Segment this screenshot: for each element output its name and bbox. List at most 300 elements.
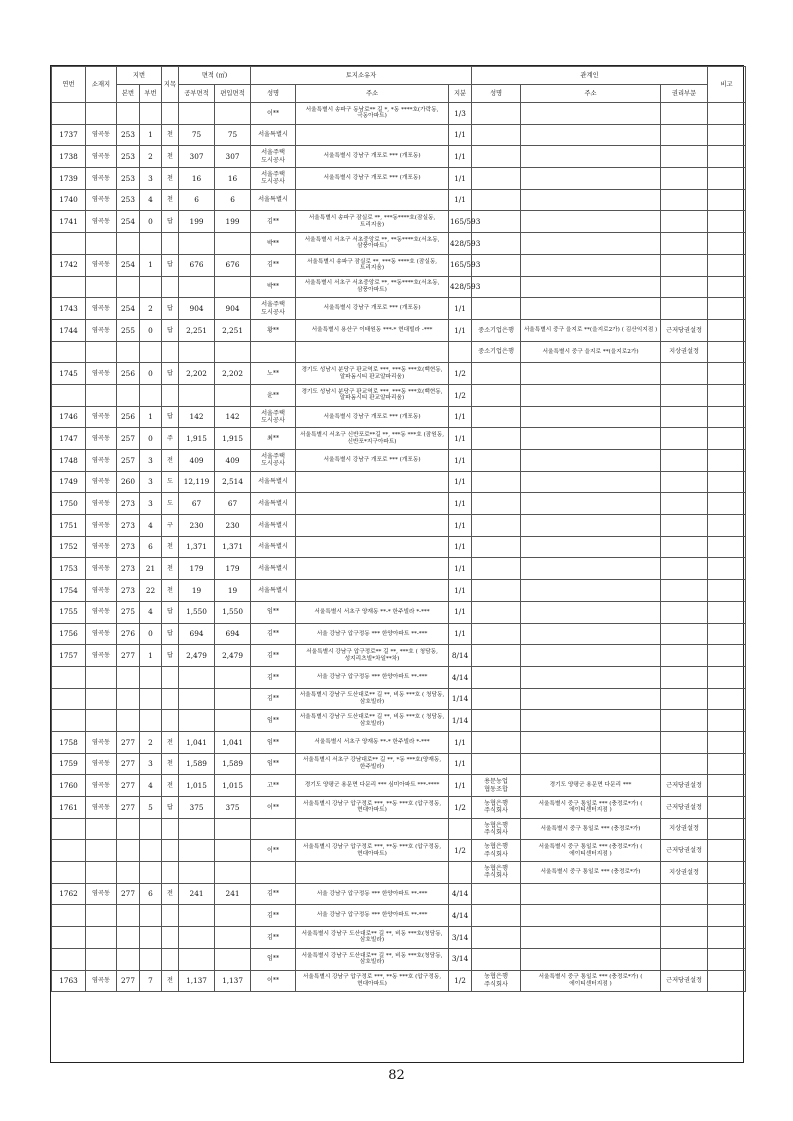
- cell-jimok: 천: [162, 124, 179, 146]
- cell-jimok: 답: [162, 298, 179, 320]
- cell-incorporated-area: [215, 341, 251, 363]
- cell-incorporated-area: 1,550: [215, 601, 251, 623]
- table-row: [52, 970, 746, 992]
- cell-jimok: 답: [162, 211, 179, 233]
- cell-share: 1/1: [449, 319, 472, 341]
- cell-incorporated-area: 409: [215, 450, 251, 472]
- cell-owner-name: 임**: [251, 948, 296, 970]
- cell-rights-name: [472, 927, 521, 949]
- cell-note: [708, 666, 746, 688]
- cell-location: [86, 276, 117, 298]
- cell-rights-type: [661, 710, 708, 732]
- table-row: [52, 363, 746, 385]
- cell-rights-type: 근저당권설정: [661, 797, 708, 819]
- cell-jimok: [162, 905, 179, 927]
- cell-jimok: 천: [162, 580, 179, 602]
- cell-rights-address: [521, 450, 661, 472]
- cell-rights-address: [521, 471, 661, 493]
- cell-rights-name: 농협은행 주식회사: [472, 818, 521, 840]
- cell-jimok: 답: [162, 645, 179, 667]
- cell-owner-address: [296, 536, 449, 558]
- cell-sub-no: [140, 840, 162, 862]
- header-share: 지분: [449, 85, 472, 103]
- cell-owner-name: 김**: [251, 211, 296, 233]
- cell-main-no: 277: [117, 883, 140, 905]
- cell-jimok: 도: [162, 471, 179, 493]
- cell-owner-address: 서울 강남구 압구정동 *** 한양아파트 **-***: [296, 905, 449, 927]
- cell-rights-type: [661, 883, 708, 905]
- cell-sub-no: 3: [140, 471, 162, 493]
- cell-seq: 1748: [52, 450, 86, 472]
- cell-share: 1/1: [449, 623, 472, 645]
- table-row: [52, 428, 746, 450]
- cell-seq: [52, 840, 86, 862]
- cell-location: 염곡동: [86, 189, 117, 211]
- cell-location: 염곡동: [86, 450, 117, 472]
- cell-public-area: 230: [179, 515, 215, 537]
- cell-share: 1/1: [449, 168, 472, 190]
- cell-rights-name: [472, 428, 521, 450]
- cell-main-no: 254: [117, 298, 140, 320]
- cell-sub-no: 4: [140, 515, 162, 537]
- cell-main-no: [117, 233, 140, 255]
- cell-rights-address: [521, 515, 661, 537]
- table-row: [52, 493, 746, 515]
- cell-seq: 1755: [52, 601, 86, 623]
- header-incorporated-area: 편입면적: [215, 85, 251, 103]
- cell-note: [708, 471, 746, 493]
- cell-share: 1/2: [449, 384, 472, 406]
- cell-jimok: 답: [162, 319, 179, 341]
- cell-sub-no: 22: [140, 580, 162, 602]
- cell-rights-name: [472, 146, 521, 168]
- cell-rights-name: [472, 558, 521, 580]
- cell-sub-no: 5: [140, 797, 162, 819]
- cell-incorporated-area: 2,251: [215, 319, 251, 341]
- cell-sub-no: [140, 862, 162, 884]
- table-body: [52, 103, 746, 992]
- cell-location: 염곡동: [86, 883, 117, 905]
- cell-rights-type: [661, 168, 708, 190]
- cell-sub-no: [140, 818, 162, 840]
- header-rights-type: 권리부문: [661, 85, 708, 103]
- cell-owner-name: 이**: [251, 970, 296, 992]
- cell-seq: 1760: [52, 775, 86, 797]
- cell-owner-address: 서울특별시 강남구 도산대로** 길 **, 비동 ***호 ( 청담동,삼호빌라): [296, 710, 449, 732]
- cell-note: [708, 883, 746, 905]
- cell-incorporated-area: 904: [215, 298, 251, 320]
- cell-location: 염곡동: [86, 406, 117, 428]
- cell-rights-name: [472, 731, 521, 753]
- cell-sub-no: 6: [140, 883, 162, 905]
- cell-owner-name: 서울특별시: [251, 189, 296, 211]
- cell-sub-no: 4: [140, 601, 162, 623]
- cell-sub-no: [140, 233, 162, 255]
- cell-jimok: [162, 710, 179, 732]
- cell-incorporated-area: [215, 948, 251, 970]
- cell-share: 1/1: [449, 558, 472, 580]
- cell-rights-address: [521, 927, 661, 949]
- cell-sub-no: 1: [140, 124, 162, 146]
- cell-incorporated-area: [215, 840, 251, 862]
- cell-note: [708, 536, 746, 558]
- cell-note: [708, 580, 746, 602]
- cell-rights-type: [661, 731, 708, 753]
- cell-rights-address: [521, 493, 661, 515]
- cell-rights-type: [661, 666, 708, 688]
- cell-main-no: [117, 905, 140, 927]
- table-row: [52, 168, 746, 190]
- cell-incorporated-area: [215, 103, 251, 125]
- cell-public-area: 307: [179, 146, 215, 168]
- cell-jimok: 전: [162, 775, 179, 797]
- cell-public-area: [179, 818, 215, 840]
- cell-seq: 1757: [52, 645, 86, 667]
- cell-incorporated-area: 6: [215, 189, 251, 211]
- cell-owner-name: [251, 341, 296, 363]
- cell-share: 1/1: [449, 406, 472, 428]
- cell-incorporated-area: 1,137: [215, 970, 251, 992]
- cell-owner-address: [296, 471, 449, 493]
- cell-share: 1/1: [449, 428, 472, 450]
- cell-sub-no: [140, 927, 162, 949]
- cell-location: 염곡동: [86, 753, 117, 775]
- cell-seq: [52, 927, 86, 949]
- cell-rights-address: [521, 731, 661, 753]
- cell-rights-address: [521, 298, 661, 320]
- cell-note: [708, 406, 746, 428]
- cell-seq: 1738: [52, 146, 86, 168]
- cell-public-area: 12,119: [179, 471, 215, 493]
- cell-owner-name: 김**: [251, 623, 296, 645]
- cell-owner-address: 서울특별시 서초구 서초중앙로 **, **동****호(서초동,삼풍아파트): [296, 233, 449, 255]
- cell-public-area: [179, 233, 215, 255]
- cell-seq: [52, 818, 86, 840]
- cell-note: [708, 450, 746, 472]
- cell-seq: 1759: [52, 753, 86, 775]
- cell-rights-address: [521, 948, 661, 970]
- cell-main-no: [117, 948, 140, 970]
- table-row: [52, 840, 746, 862]
- cell-rights-address: [521, 666, 661, 688]
- cell-incorporated-area: 1,915: [215, 428, 251, 450]
- cell-incorporated-area: [215, 276, 251, 298]
- cell-rights-address: [521, 623, 661, 645]
- cell-location: [86, 710, 117, 732]
- cell-share: 3/14: [449, 948, 472, 970]
- table-row: [52, 753, 746, 775]
- cell-rights-name: 중소기업은행: [472, 341, 521, 363]
- table-row: [52, 818, 746, 840]
- cell-main-no: 260: [117, 471, 140, 493]
- cell-incorporated-area: [215, 233, 251, 255]
- header-area: 면적 (㎡): [179, 67, 251, 85]
- cell-rights-address: 서울특별시 중구 을지로 **(을지로2가) ( 김산익지점 ): [521, 319, 661, 341]
- cell-public-area: [179, 905, 215, 927]
- cell-rights-type: 근저당권설정: [661, 319, 708, 341]
- table-row: [52, 645, 746, 667]
- cell-public-area: 1,550: [179, 601, 215, 623]
- table-row: [52, 189, 746, 211]
- cell-jimok: [162, 666, 179, 688]
- cell-share: 1/1: [449, 731, 472, 753]
- cell-public-area: [179, 710, 215, 732]
- cell-seq: 1739: [52, 168, 86, 190]
- cell-jimok: 답: [162, 406, 179, 428]
- cell-seq: [52, 384, 86, 406]
- cell-owner-address: 서울특별시 강남구 개포로 *** (개포동): [296, 406, 449, 428]
- cell-main-no: [117, 666, 140, 688]
- cell-incorporated-area: 199: [215, 211, 251, 233]
- cell-public-area: 67: [179, 493, 215, 515]
- cell-location: 염곡동: [86, 363, 117, 385]
- cell-owner-name: 서울특별시: [251, 558, 296, 580]
- cell-owner-name: 이**: [251, 797, 296, 819]
- cell-incorporated-area: 75: [215, 124, 251, 146]
- cell-owner-name: 서울특별시: [251, 493, 296, 515]
- cell-share: 4/14: [449, 883, 472, 905]
- cell-incorporated-area: [215, 384, 251, 406]
- cell-rights-name: [472, 666, 521, 688]
- cell-public-area: 6: [179, 189, 215, 211]
- cell-jimok: 답: [162, 623, 179, 645]
- cell-owner-address: 서울특별시 강남구 개포로 *** (개포동): [296, 298, 449, 320]
- cell-rights-address: [521, 189, 661, 211]
- cell-share: 1/1: [449, 450, 472, 472]
- cell-rights-address: [521, 753, 661, 775]
- cell-public-area: [179, 688, 215, 710]
- cell-location: [86, 840, 117, 862]
- cell-incorporated-area: 1,015: [215, 775, 251, 797]
- cell-sub-no: [140, 688, 162, 710]
- cell-jimok: 천: [162, 536, 179, 558]
- cell-main-no: [117, 103, 140, 125]
- cell-note: [708, 905, 746, 927]
- table-row: [52, 580, 746, 602]
- table-row: [52, 623, 746, 645]
- cell-location: 염곡동: [86, 298, 117, 320]
- table-row: [52, 775, 746, 797]
- cell-seq: [52, 233, 86, 255]
- cell-public-area: [179, 384, 215, 406]
- cell-incorporated-area: [215, 818, 251, 840]
- cell-location: 염곡동: [86, 623, 117, 645]
- cell-incorporated-area: 142: [215, 406, 251, 428]
- cell-public-area: [179, 666, 215, 688]
- table-row: [52, 471, 746, 493]
- cell-sub-no: 2: [140, 731, 162, 753]
- cell-share: 1/1: [449, 471, 472, 493]
- cell-sub-no: [140, 384, 162, 406]
- cell-main-no: 255: [117, 319, 140, 341]
- cell-note: [708, 862, 746, 884]
- cell-sub-no: [140, 948, 162, 970]
- cell-rights-type: [661, 450, 708, 472]
- cell-location: 염곡동: [86, 254, 117, 276]
- table-row: [52, 384, 746, 406]
- cell-rights-type: [661, 211, 708, 233]
- cell-public-area: 75: [179, 124, 215, 146]
- cell-rights-name: 농협은행 주식회사: [472, 862, 521, 884]
- cell-incorporated-area: 1,041: [215, 731, 251, 753]
- cell-rights-type: [661, 146, 708, 168]
- cell-incorporated-area: 1,589: [215, 753, 251, 775]
- cell-share: 4/14: [449, 666, 472, 688]
- table-row: [52, 319, 746, 341]
- cell-sub-no: 1: [140, 406, 162, 428]
- cell-seq: [52, 688, 86, 710]
- header-jibun: 지번: [117, 67, 162, 85]
- cell-share: 1/1: [449, 189, 472, 211]
- cell-rights-type: [661, 428, 708, 450]
- cell-note: [708, 428, 746, 450]
- cell-location: [86, 927, 117, 949]
- cell-rights-name: 중소기업은행: [472, 319, 521, 341]
- cell-seq: 1750: [52, 493, 86, 515]
- cell-owner-name: 임**: [251, 601, 296, 623]
- cell-main-no: [117, 927, 140, 949]
- cell-sub-no: [140, 341, 162, 363]
- table-row: [52, 688, 746, 710]
- cell-main-no: [117, 341, 140, 363]
- cell-jimok: [162, 840, 179, 862]
- cell-seq: 1752: [52, 536, 86, 558]
- cell-share: 4/14: [449, 905, 472, 927]
- table-row: [52, 797, 746, 819]
- table-row: [52, 927, 746, 949]
- cell-sub-no: [140, 905, 162, 927]
- cell-public-area: [179, 927, 215, 949]
- cell-rights-address: [521, 645, 661, 667]
- cell-note: [708, 970, 746, 992]
- cell-sub-no: 21: [140, 558, 162, 580]
- cell-owner-name: [251, 818, 296, 840]
- cell-owner-name: 임**: [251, 710, 296, 732]
- table-row: [52, 948, 746, 970]
- cell-owner-address: 서울특별시 서초구 서초중앙로 **, **동****호(서초동,삼풍아파트): [296, 276, 449, 298]
- header-note: 비고: [708, 67, 746, 103]
- cell-owner-name: 김**: [251, 927, 296, 949]
- cell-rights-address: 서울특별시 중구 통일로 *** (충정로*가): [521, 818, 661, 840]
- cell-seq: [52, 948, 86, 970]
- cell-note: [708, 623, 746, 645]
- cell-seq: [52, 276, 86, 298]
- cell-main-no: [117, 862, 140, 884]
- cell-seq: 1749: [52, 471, 86, 493]
- cell-incorporated-area: 1,371: [215, 536, 251, 558]
- cell-seq: [52, 341, 86, 363]
- cell-rights-address: 서울특별시 중구 을지로 **(을지로2가): [521, 341, 661, 363]
- cell-jimok: [162, 862, 179, 884]
- cell-note: [708, 688, 746, 710]
- cell-owner-name: 서울특별시: [251, 124, 296, 146]
- cell-rights-address: [521, 124, 661, 146]
- header-owner-address: 주소: [296, 85, 449, 103]
- cell-share: 1/1: [449, 753, 472, 775]
- cell-note: [708, 753, 746, 775]
- cell-rights-name: [472, 623, 521, 645]
- cell-owner-address: 서울특별시 강남구 도산대로** 길 **, 비동 ***호(청담동, 삼호빌라): [296, 948, 449, 970]
- cell-share: [449, 341, 472, 363]
- table-row: [52, 666, 746, 688]
- cell-note: [708, 276, 746, 298]
- cell-main-no: 256: [117, 363, 140, 385]
- cell-seq: [52, 103, 86, 125]
- cell-share: [449, 818, 472, 840]
- cell-rights-address: [521, 233, 661, 255]
- cell-note: [708, 233, 746, 255]
- cell-owner-name: 서울특별시: [251, 536, 296, 558]
- cell-note: [708, 168, 746, 190]
- cell-rights-type: [661, 254, 708, 276]
- cell-rights-address: [521, 580, 661, 602]
- cell-jimok: 천: [162, 558, 179, 580]
- cell-rights-name: [472, 515, 521, 537]
- cell-public-area: 694: [179, 623, 215, 645]
- cell-public-area: 2,251: [179, 319, 215, 341]
- cell-share: 165/593: [449, 254, 472, 276]
- cell-seq: 1737: [52, 124, 86, 146]
- table-row: [52, 233, 746, 255]
- cell-incorporated-area: [215, 688, 251, 710]
- cell-public-area: [179, 103, 215, 125]
- cell-owner-address: 서울특별시 강남구 도산대로** 길 **, 비동 ***호(청담동, 삼호빌라): [296, 927, 449, 949]
- cell-seq: 1763: [52, 970, 86, 992]
- cell-main-no: 277: [117, 970, 140, 992]
- cell-rights-type: [661, 384, 708, 406]
- cell-share: 1/1: [449, 493, 472, 515]
- cell-public-area: 1,015: [179, 775, 215, 797]
- cell-public-area: [179, 276, 215, 298]
- table-row: [52, 124, 746, 146]
- cell-seq: [52, 710, 86, 732]
- cell-main-no: 253: [117, 168, 140, 190]
- cell-note: [708, 146, 746, 168]
- cell-sub-no: 6: [140, 536, 162, 558]
- cell-rights-name: [472, 103, 521, 125]
- cell-incorporated-area: 694: [215, 623, 251, 645]
- cell-rights-type: [661, 645, 708, 667]
- cell-location: 염곡동: [86, 536, 117, 558]
- cell-main-no: 257: [117, 428, 140, 450]
- header-main: 본번: [117, 85, 140, 103]
- cell-rights-type: [661, 276, 708, 298]
- cell-location: [86, 666, 117, 688]
- cell-rights-type: [661, 688, 708, 710]
- cell-rights-name: [472, 883, 521, 905]
- cell-rights-address: [521, 276, 661, 298]
- cell-rights-type: [661, 927, 708, 949]
- cell-owner-address: 서울특별시 서초구 양재동 **-* 한주빌라 *-***: [296, 731, 449, 753]
- cell-rights-type: [661, 406, 708, 428]
- cell-jimok: [162, 233, 179, 255]
- table-row: [52, 905, 746, 927]
- cell-note: [708, 775, 746, 797]
- cell-location: [86, 233, 117, 255]
- cell-main-no: 277: [117, 645, 140, 667]
- cell-rights-address: [521, 363, 661, 385]
- cell-jimok: 천: [162, 753, 179, 775]
- cell-main-no: 273: [117, 515, 140, 537]
- cell-owner-address: 경기도 성남시 분당구 판교역로 ***, ***동 ***호(백현동,알파돔시티 판교알파리움): [296, 384, 449, 406]
- cell-owner-name: 김**: [251, 254, 296, 276]
- cell-rights-address: 서울특별시 중구 통일로 *** (충정로*가) ( 에이티센터지점 ): [521, 970, 661, 992]
- cell-rights-type: [661, 363, 708, 385]
- cell-owner-address: [296, 818, 449, 840]
- cell-incorporated-area: 2,479: [215, 645, 251, 667]
- cell-rights-type: [661, 948, 708, 970]
- cell-sub-no: 3: [140, 753, 162, 775]
